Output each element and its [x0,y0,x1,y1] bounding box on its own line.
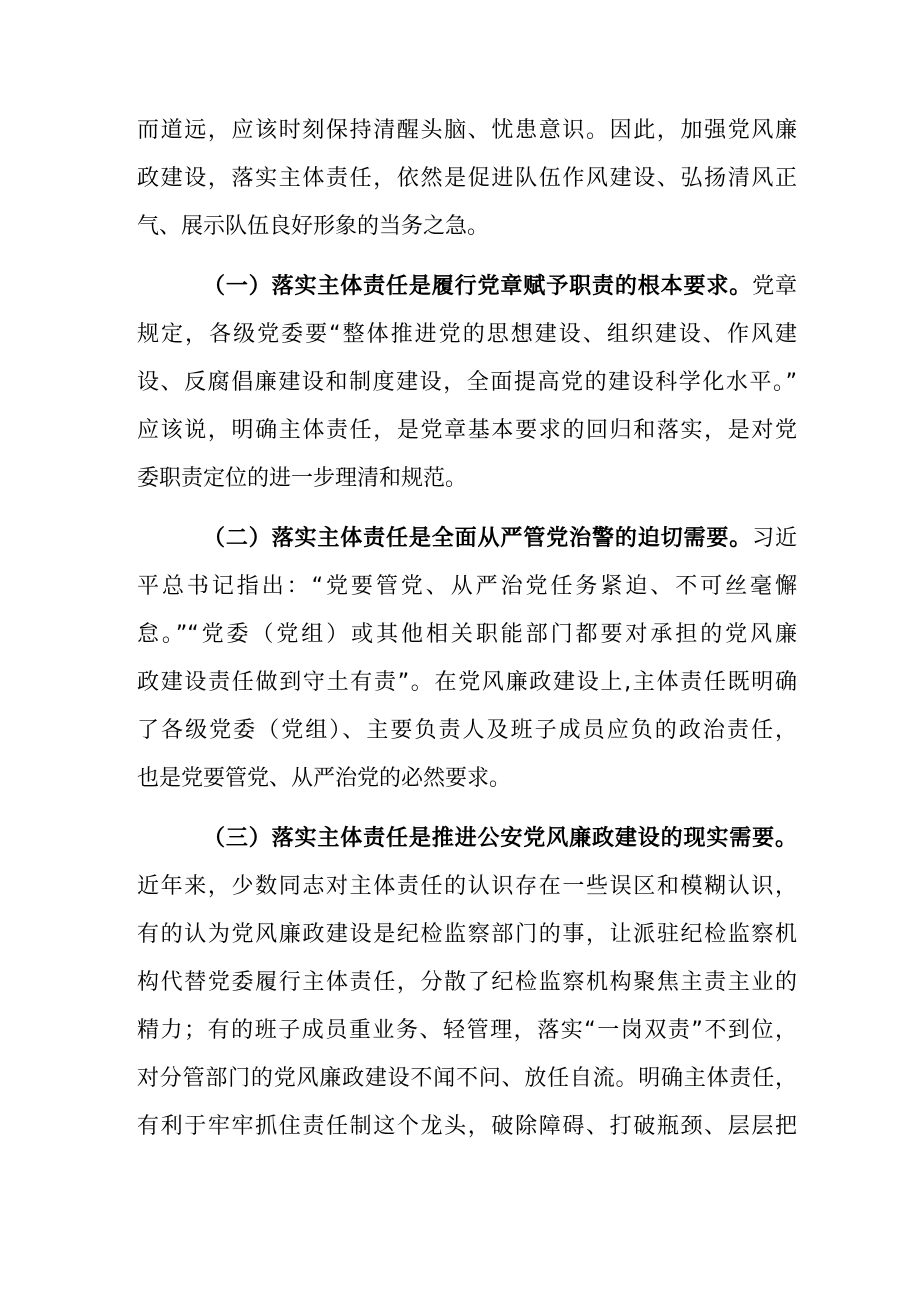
line-text: 平总书记指出：“党要管党、从严治党任务紧迫、不可丝毫懈 [137,574,797,599]
line-text: 近年来，少数同志对主体责任的认识存在一些误区和模糊认识， [137,874,797,899]
text-line [137,965,797,1001]
line-text: 而道远，应该时刻保持清醒头脑、忧患意识。因此，加强党风廉 [137,118,797,143]
section-heading-1: （一）落实主体责任是履行党章赋予职责的根本要求。 [203,274,753,299]
line-text: 气、展示队伍良好形象的当务之急。 [137,214,490,239]
section-heading-line [203,269,797,305]
text-line [137,413,797,449]
text-line [137,113,797,149]
text-line [137,317,797,353]
line-text: 规定，各级党委要“整体推进党的思想建设、组织建设、作风建 [137,322,797,347]
line-text: 习近 [752,526,797,551]
text-line [137,365,797,401]
line-text: 对分管部门的党风廉政建设不闻不问、放任自流。明确主体责任， [137,1066,797,1091]
text-line [137,761,797,797]
text-line [137,1013,797,1049]
line-text: 有的认为党风廉政建设是纪检监察部门的事，让派驻纪检监察机 [137,922,797,947]
line-text: 政建设，落实主体责任，依然是促进队伍作风建设、弘扬清风正 [137,166,797,191]
text-line [137,1061,797,1097]
line-text: 应该说，明确主体责任，是党章基本要求的回归和落实，是对党 [137,418,797,443]
line-text: 怠。”“党委（党组）或其他相关职能部门都要对承担的党风廉 [137,622,797,647]
text-line [137,917,797,953]
section-heading-line [203,821,797,857]
line-text: 设、反腐倡廉建设和制度建设，全面提高党的建设科学化水平。” [137,370,797,395]
section-heading-line [203,521,797,557]
line-text: 构代替党委履行主体责任，分散了纪检监察机构聚焦主责主业的 [137,970,797,995]
text-line [137,209,797,245]
line-text: 了各级党委（党组）、主要负责人及班子成员应负的政治责任， [137,718,797,743]
section-heading-2: （二）落实主体责任是全面从严管党治警的迫切需要。 [203,526,753,551]
text-line [137,161,797,197]
text-line [137,713,797,749]
line-text: 有利于牢牢抓住责任制这个龙头，破除障碍、打破瓶颈、层层把 [137,1114,797,1139]
section-heading-3: （三）落实主体责任是推进公安党风廉政建设的现实需要。 [203,826,797,851]
text-line [137,569,797,605]
line-text: 委职责定位的进一步理清和规范。 [137,466,468,491]
text-line [137,869,797,905]
line-text: 党章 [752,274,797,299]
line-text: 精力；有的班子成员重业务、轻管理，落实“一岗双责”不到位， [137,1018,797,1043]
text-line [137,461,797,497]
text-line [137,665,797,701]
text-line [137,617,797,653]
line-text: 政建设责任做到守土有责”。在党风廉政建设上,主体责任既明确 [137,670,797,695]
text-line [137,1109,797,1145]
line-text: 也是党要管党、从严治党的必然要求。 [137,766,512,791]
